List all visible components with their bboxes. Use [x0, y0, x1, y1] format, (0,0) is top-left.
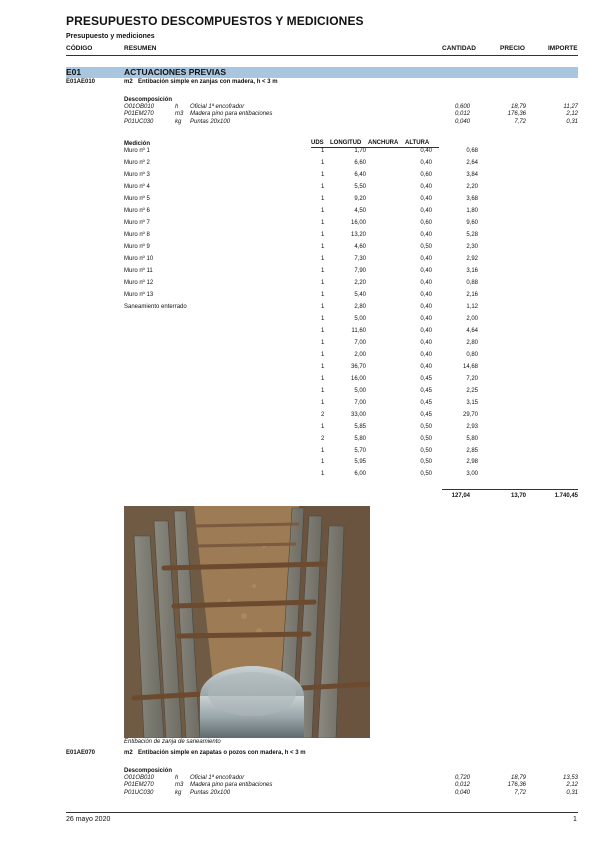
- measure-header-anchura: ANCHURA: [368, 140, 399, 146]
- decomposition-price: 18,79: [510, 104, 526, 110]
- measurement-partial: 3,00: [466, 471, 478, 478]
- decomposition-amount: 2,12: [566, 111, 578, 118]
- measurement-uds: 1: [321, 459, 325, 466]
- decomposition-qty: 0,720: [454, 775, 470, 781]
- column-header-codigo: CÓDIGO: [66, 45, 93, 52]
- measurement-partial: 2,92: [466, 255, 478, 262]
- measurement-partial: 3,16: [466, 267, 478, 274]
- measurement-uds: 1: [321, 219, 325, 226]
- decomposition-desc: Puntas 20x100: [190, 118, 231, 125]
- measurement-partial: 9,60: [466, 219, 478, 226]
- decomposition-code: P01UC030: [124, 118, 154, 125]
- measurement-uds: 1: [321, 279, 325, 286]
- measurement-desc: Muro nº 7: [124, 219, 150, 226]
- measurement-partial: 14,68: [462, 363, 478, 370]
- measurement-width: 0,40: [420, 207, 432, 214]
- measure-header-longitud: LONGITUD: [330, 140, 362, 146]
- measurement-length: 2,80: [354, 303, 366, 310]
- chapter-title: ACTUACIONES PREVIAS: [124, 67, 227, 77]
- measurement-length: 5,95: [354, 459, 366, 466]
- measurement-width: 0,40: [420, 339, 432, 346]
- measurement-partial: 5,80: [466, 435, 478, 442]
- measurement-uds: 1: [321, 327, 325, 334]
- measurement-width: 0,40: [420, 279, 432, 286]
- measurement-partial: 3,68: [466, 195, 478, 202]
- measurement-partial: 0,68: [466, 148, 478, 154]
- measure-header-uds: UDS: [311, 140, 324, 146]
- decomposition-unit: m3: [175, 782, 184, 789]
- measurement-uds: 1: [321, 315, 325, 322]
- decomposition-price: 7,72: [514, 789, 526, 796]
- item-unit: m2: [124, 750, 133, 756]
- measurement-partial: 2,00: [466, 315, 478, 322]
- item-unit: m2: [124, 79, 133, 85]
- decomposition-qty: 0,012: [454, 111, 470, 118]
- footer-rule: [66, 812, 578, 813]
- measurement-uds: 1: [321, 291, 325, 298]
- column-header-precio: PRECIO: [500, 45, 525, 52]
- item-code: E01AE010: [66, 79, 96, 85]
- measurement-width: 0,40: [420, 255, 432, 262]
- measurement-length: 16,00: [350, 375, 366, 382]
- measurement-length: 5,00: [354, 315, 366, 322]
- measurement-length: 4,60: [354, 243, 366, 250]
- decomposition-price: 7,72: [514, 118, 526, 125]
- measurement-length: 5,85: [354, 423, 366, 430]
- total-quantity: 127,04: [451, 493, 470, 499]
- measurement-uds: 1: [321, 303, 325, 310]
- measurement-uds: 2: [321, 435, 325, 442]
- measurement-length: 13,20: [350, 231, 366, 238]
- measurement-desc: Muro nº 6: [124, 207, 150, 214]
- photo-caption: Entibación de zanja de saneamiento: [124, 739, 221, 745]
- measurement-desc: Muro nº 11: [124, 267, 153, 274]
- decomposition-label: Descomposición: [124, 768, 173, 774]
- measurement-partial: 4,64: [466, 327, 478, 334]
- measurement-uds: 1: [321, 423, 325, 430]
- measurement-uds: 1: [321, 159, 325, 166]
- measurement-uds: 1: [321, 375, 325, 382]
- decomposition-amount: 2,12: [566, 782, 578, 789]
- measurement-length: 5,40: [354, 291, 366, 298]
- measurement-uds: 1: [321, 183, 325, 190]
- measurement-partial: 1,12: [466, 303, 478, 310]
- decomposition-price: 176,36: [507, 111, 526, 118]
- total-amount: 1.740,45: [554, 493, 578, 499]
- measurement-desc: Saneamiento enterrado: [124, 303, 187, 310]
- measurement-partial: 0,88: [466, 279, 478, 286]
- decomposition-qty: 0,040: [454, 118, 470, 125]
- measurement-width: 0,45: [420, 375, 432, 382]
- measurement-partial: 2,98: [466, 459, 478, 466]
- measurement-partial: 3,84: [466, 171, 478, 178]
- measurement-width: 0,50: [420, 447, 432, 454]
- document-title: PRESUPUESTO DESCOMPUESTOS Y MEDICIONES: [66, 14, 364, 28]
- measurement-width: 0,40: [420, 303, 432, 310]
- measurement-length: 4,50: [354, 207, 366, 214]
- decomposition-code: O01OB010: [124, 775, 155, 781]
- measurement-length: 5,70: [354, 447, 366, 454]
- decomposition-desc: Madera pino para entibaciones: [190, 782, 273, 789]
- measurement-width: 0,40: [420, 183, 432, 190]
- measurement-length: 6,00: [354, 471, 366, 478]
- decomposition-unit: h: [175, 775, 179, 781]
- measurement-width: 0,40: [420, 231, 432, 238]
- measurement-uds: 2: [321, 411, 325, 418]
- decomposition-code: P01EM270: [124, 782, 154, 789]
- decomposition-code: P01UC030: [124, 789, 154, 796]
- measurement-desc: Muro nº 5: [124, 195, 150, 202]
- measurement-width: 0,40: [420, 195, 432, 202]
- measurement-desc: Muro nº 13: [124, 291, 154, 298]
- measurement-uds: 1: [321, 267, 325, 274]
- measurement-width: 0,50: [420, 423, 432, 430]
- measurement-length: 7,00: [354, 339, 366, 346]
- measurement-uds: 1: [321, 243, 325, 250]
- item-code: E01AE070: [66, 750, 96, 756]
- measurement-partial: 2,85: [466, 447, 478, 454]
- measurement-length: 1,70: [354, 148, 366, 154]
- measurement-length: 9,20: [354, 195, 366, 202]
- measurement-desc: Muro nº 10: [124, 255, 154, 262]
- measure-header-altura: ALTURA: [405, 140, 430, 146]
- decomposition-amount: 13,53: [562, 775, 578, 781]
- measurement-uds: 1: [321, 351, 325, 358]
- measurement-length: 6,60: [354, 159, 366, 166]
- decomposition-qty: 0,040: [454, 789, 470, 796]
- measurement-partial: 2,20: [466, 183, 478, 190]
- measurement-width: 0,45: [420, 387, 432, 394]
- measurement-width: 0,60: [420, 171, 432, 178]
- measurement-width: 0,50: [420, 471, 432, 478]
- document-subtitle: Presupuesto y mediciones: [66, 33, 155, 40]
- measurement-width: 0,40: [420, 351, 432, 358]
- measurement-partial: 2,25: [466, 387, 478, 394]
- decomposition-unit: h: [175, 104, 179, 110]
- measurement-width: 0,45: [420, 411, 432, 418]
- measurement-desc: Muro nº 8: [124, 231, 150, 238]
- measurement-partial: 2,16: [466, 291, 478, 298]
- item-description: Entibación simple en zanjas con madera, h < 3 m: [138, 79, 278, 85]
- decomposition-label: Descomposición: [124, 97, 173, 103]
- measurement-desc: Muro nº 1: [124, 148, 150, 154]
- header-rule: [66, 55, 578, 56]
- column-header-resumen: RESUMEN: [124, 45, 157, 52]
- measurement-width: 0,40: [420, 159, 432, 166]
- decomposition-unit: kg: [175, 118, 182, 125]
- measurement-width: 0,40: [420, 327, 432, 334]
- decomposition-unit: kg: [175, 789, 182, 796]
- measurement-width: 0,40: [420, 148, 432, 154]
- measurement-length: 36,70: [350, 363, 366, 370]
- measurement-uds: 1: [321, 148, 325, 154]
- measurement-desc: Muro nº 4: [124, 183, 150, 190]
- measurement-partial: 2,80: [466, 339, 478, 346]
- measurement-partial: 3,15: [466, 399, 478, 406]
- page-number: 1: [573, 816, 577, 823]
- footer-date: 26 mayo 2020: [66, 816, 111, 823]
- decomposition-amount: 11,27: [563, 104, 578, 110]
- measurement-width: 0,60: [420, 219, 432, 226]
- measurement-width: 0,40: [420, 363, 432, 370]
- measurement-partial: 29,70: [462, 411, 478, 418]
- decomposition-code: O01OB010: [124, 104, 155, 110]
- decomposition-code: P01EM270: [124, 111, 154, 118]
- measurement-length: 5,50: [354, 183, 366, 190]
- measurement-length: 5,00: [354, 387, 366, 394]
- measurement-length: 6,40: [354, 171, 366, 178]
- measurement-uds: 1: [321, 363, 325, 370]
- decomposition-price: 176,36: [507, 782, 526, 789]
- total-price: 13,70: [510, 493, 526, 499]
- measurement-uds: 1: [321, 339, 325, 346]
- decomposition-qty: 0,600: [454, 104, 470, 110]
- measurement-width: 0,40: [420, 291, 432, 298]
- decomposition-desc: Oficial 1ª encofrador: [190, 775, 245, 781]
- decomposition-unit: m3: [175, 111, 184, 118]
- trench-shoring-photo: [124, 506, 370, 738]
- decomposition-amount: 0,31: [566, 118, 578, 125]
- measurement-uds: 1: [321, 471, 325, 478]
- measurement-width: 0,40: [420, 315, 432, 322]
- chapter-code: E01: [66, 67, 82, 77]
- decomposition-amount: 0,31: [566, 789, 578, 796]
- decomposition-desc: Oficial 1ª encofrador: [190, 104, 245, 110]
- measurement-uds: 1: [321, 171, 325, 178]
- decomposition-desc: Puntas 20x100: [190, 789, 231, 796]
- measurement-uds: 1: [321, 231, 325, 238]
- measurement-desc: Muro nº 2: [124, 159, 150, 166]
- measurement-length: 16,00: [350, 219, 366, 226]
- measurement-desc: Muro nº 9: [124, 243, 150, 250]
- measurement-uds: 1: [321, 399, 325, 406]
- measurement-partial: 5,28: [466, 231, 478, 238]
- measurement-label: Medición: [124, 141, 151, 147]
- measurement-uds: 1: [321, 387, 325, 394]
- measurement-uds: 1: [321, 207, 325, 214]
- measurement-width: 0,40: [420, 267, 432, 274]
- total-rule: [442, 489, 578, 490]
- measurement-length: 2,20: [354, 279, 366, 286]
- measurement-partial: 0,80: [466, 351, 478, 358]
- decomposition-price: 18,79: [510, 775, 526, 781]
- column-header-importe: IMPORTE: [548, 45, 578, 52]
- measurement-uds: 1: [321, 255, 325, 262]
- measurement-partial: 7,20: [466, 375, 478, 382]
- measurement-length: 7,30: [354, 255, 366, 262]
- measurement-uds: 1: [321, 447, 325, 454]
- measurement-desc: Muro nº 12: [124, 279, 154, 286]
- measurement-length: 11,60: [351, 327, 366, 334]
- measurement-length: 2,00: [354, 351, 366, 358]
- column-header-cantidad: CANTIDAD: [442, 45, 476, 52]
- measurement-width: 0,45: [420, 399, 432, 406]
- item-description: Entibación simple en zapatas o pozos con madera, h < 3 m: [138, 750, 306, 756]
- measurement-width: 0,50: [420, 435, 432, 442]
- measurement-partial: 2,30: [466, 243, 478, 250]
- decomposition-qty: 0,012: [454, 782, 470, 789]
- measurement-desc: Muro nº 3: [124, 171, 150, 178]
- measurement-width: 0,50: [420, 459, 432, 466]
- measurement-partial: 1,80: [466, 207, 478, 214]
- measurement-length: 7,00: [354, 399, 366, 406]
- measurement-partial: 2,93: [466, 423, 478, 430]
- measurement-uds: 1: [321, 195, 325, 202]
- measurement-width: 0,50: [420, 243, 432, 250]
- measurement-length: 5,80: [354, 435, 366, 442]
- measurement-length: 7,90: [354, 267, 366, 274]
- measurement-partial: 2,64: [466, 159, 478, 166]
- measurement-length: 33,00: [350, 411, 366, 418]
- decomposition-desc: Madera pino para entibaciones: [190, 111, 273, 118]
